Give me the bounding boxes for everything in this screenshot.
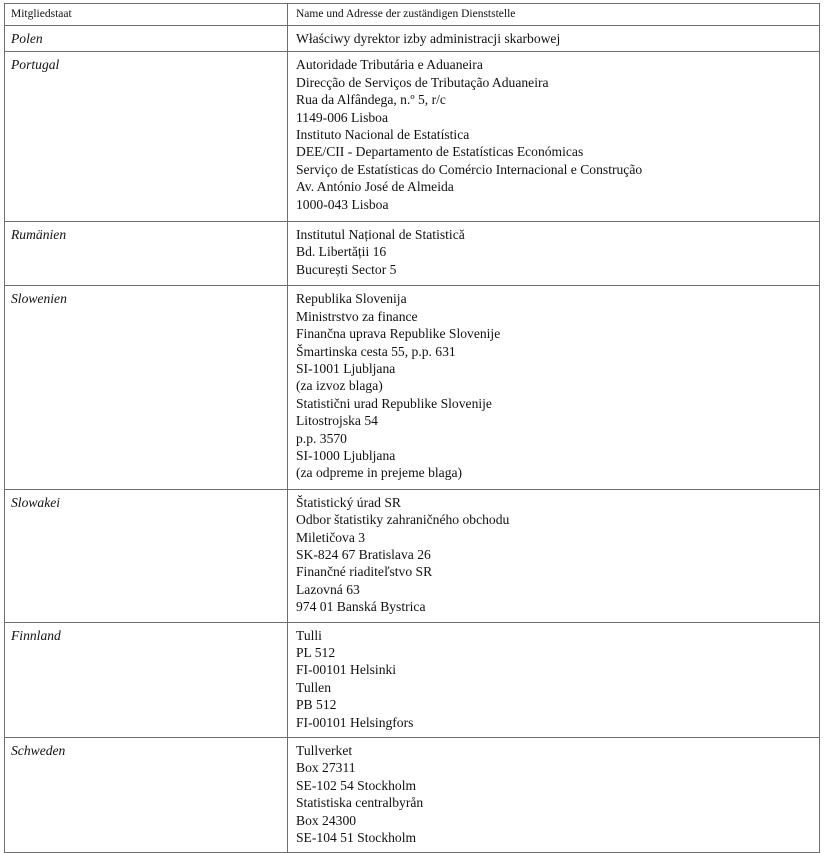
member-state-cell: [5, 286, 288, 489]
authority-address-cell: [288, 52, 820, 222]
address-line: Autoridade Tributária e Aduaneira: [296, 57, 483, 73]
address-line: SE-104 51 Stockholm: [296, 830, 417, 846]
address-line: FI-00101 Helsinki: [296, 662, 397, 678]
member-state-name: Portugal: [11, 57, 60, 73]
address-line: (za odpreme in prejeme blaga): [296, 465, 463, 481]
address-line: Direcção de Serviços de Tributação Aduaneira: [296, 74, 549, 90]
address-line: Serviço de Estatísticas do Comércio Internacional e Construção: [296, 161, 643, 177]
address-line: Litostrojska 54: [296, 413, 378, 429]
authority-address-cell: [288, 26, 820, 52]
authority-address-cell: [288, 738, 820, 853]
member-state-cell: [5, 52, 288, 222]
address-line: PL 512: [296, 645, 336, 660]
address-line: Box 27311: [296, 760, 356, 776]
header-member-state: Mitgliedstaat: [5, 4, 288, 26]
address-line: Štatistický úrad SR: [296, 494, 401, 510]
address-line: SI-1001 Ljubljana: [296, 360, 396, 376]
address-line: SK-824 67 Bratislava 26: [296, 546, 431, 562]
member-state-cell: [5, 26, 288, 52]
address-line: 974 01 Banská Bystrica: [296, 599, 426, 615]
address-line: Tulli: [296, 627, 322, 643]
member-state-name: Rumänien: [11, 227, 67, 243]
address-line: Instituto Nacional de Estatística: [296, 127, 470, 143]
table-row: [5, 26, 820, 52]
address-line: SE-102 54 Stockholm: [296, 777, 417, 793]
address-line: p.p. 3570: [296, 430, 347, 446]
member-state-name: Schweden: [11, 743, 66, 759]
table-row: [5, 489, 820, 622]
table-header-row: [5, 4, 820, 26]
authority-address-cell: [288, 286, 820, 489]
address-line: (za izvoz blaga): [296, 378, 383, 394]
address-line: Republika Slovenija: [296, 291, 407, 307]
table-row: [5, 738, 820, 853]
member-state-cell: [5, 489, 288, 622]
address-line: București Sector 5: [296, 261, 397, 277]
member-state-name: Slowakei: [11, 494, 61, 510]
address-line: Finančna uprava Republike Slovenije: [296, 326, 501, 342]
header-authority-address: Name und Adresse der zuständigen Dienststelle: [288, 4, 820, 26]
address-line: Statistiska centralbyrån: [296, 795, 424, 811]
member-state-cell: [5, 222, 288, 286]
address-line: SI-1000 Ljubljana: [296, 447, 396, 463]
address-line: Finančné riaditeľstvo SR: [296, 564, 433, 580]
address-line: Bd. Libertății 16: [296, 244, 387, 260]
address-line: Odbor štatistiky zahraničného obchodu: [296, 512, 510, 528]
authority-address-cell: [288, 222, 820, 286]
address-line: DEE/CII - Departamento de Estatísticas Económicas: [296, 144, 584, 160]
member-state-name: Finnland: [11, 627, 61, 643]
address-line: Šmartinska cesta 55, p.p. 631: [296, 343, 456, 359]
authority-address-cell: [288, 622, 820, 737]
address-line: Av. António José de Almeida: [296, 179, 454, 195]
address-line: Ministrstvo za finance: [296, 308, 418, 324]
table-row: [5, 622, 820, 737]
address-line: Miletičova 3: [296, 529, 366, 545]
address-line: 1000-043 Lisboa: [296, 196, 389, 212]
address-line: Box 24300: [296, 812, 357, 828]
table-row: [5, 286, 820, 489]
address-line: PB 512: [296, 697, 337, 713]
address-line: Rua da Alfândega, n.º 5, r/c: [296, 92, 446, 108]
address-line: Statistični urad Republike Slovenije: [296, 395, 492, 411]
address-line: 1149-006 Lisboa: [296, 109, 388, 125]
address-line: FI-00101 Helsingfors: [296, 714, 414, 730]
address-line: Tullverket: [296, 743, 353, 759]
member-state-cell: [5, 738, 288, 853]
address-line: Właściwy dyrektor izby administracji skarbowej: [296, 31, 561, 46]
table-row: [5, 52, 820, 222]
address-line: Institutul Național de Statistică: [296, 227, 465, 243]
document-page: [4, 3, 820, 853]
member-state-cell: [5, 622, 288, 737]
address-line: Tullen: [296, 679, 332, 695]
authority-address-cell: [288, 489, 820, 622]
member-state-name: Slowenien: [11, 291, 67, 307]
authority-table: [4, 3, 820, 853]
member-state-name: Polen: [11, 31, 43, 46]
table-row: [5, 222, 820, 286]
address-line: Lazovná 63: [296, 581, 360, 597]
